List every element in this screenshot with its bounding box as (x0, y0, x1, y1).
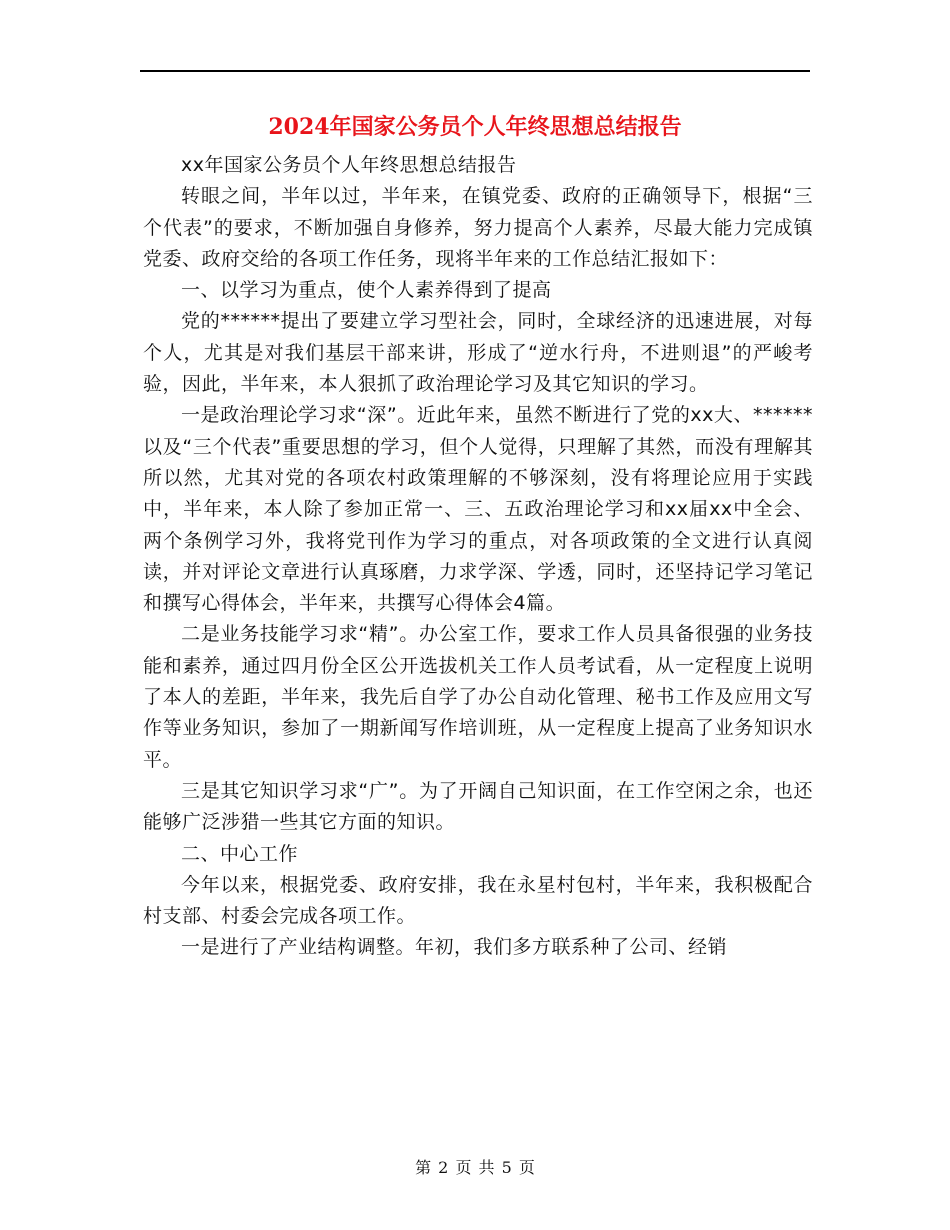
header-rule (140, 70, 810, 72)
paragraph: 三是其它知识学习求“广”。为了开阔自己知识面，在工作空闲之余，也还能够广泛涉猎一些其它方面的知识。 (143, 779, 813, 834)
page-number-footer: 第 2 页 共 5 页 (415, 1158, 535, 1177)
paragraph: 二是业务技能学习求“精”。办公室工作，要求工作人员具备很强的业务技能和素养，通过四月份全区公开选拔机关工作人员考试看，从一定程度上说明了本人的差距，半年来，我先后自学了办公自动化管理、秘书工作及应用文写作等业务知识，参加了一期新闻写作培训班，从一定程度上提高了业务知识水平。 (143, 623, 813, 771)
document-title: 2024年国家公务员个人年终思想总结报告 (268, 114, 682, 140)
document-body (143, 150, 813, 964)
paragraph: 一是进行了产业结构调整。年初，我们多方联系种了公司、经销 (181, 936, 728, 959)
paragraph: 党的******提出了要建立学习型社会，同时，全球经济的迅速进展，对每个人，尤其是对我们基层干部来讲，形成了“逆水行舟，不进则退”的严峻考验，因此，半年来，本人狠抓了政治理论学习及其它知识的学习。 (143, 310, 813, 396)
paragraph: 转眼之间，半年以过，半年来，在镇党委、政府的正确领导下，根据“三个代表”的要求，不断加强自身修养，努力提高个人素养，尽最大能力完成镇党委、政府交给的各项工作任务，现将半年来的工作总结汇报如下： (143, 185, 813, 270)
section-heading: 一、以学习为重点，使个人素养得到了提高 (181, 279, 552, 302)
paragraph: 今年以来，根据党委、政府安排，我在永星村包村，半年来，我积极配合村支部、村委会完成各项工作。 (143, 873, 813, 928)
paragraph: xx年国家公务员个人年终思想总结报告 (181, 154, 517, 176)
section-heading: 二、中心工作 (181, 842, 299, 865)
paragraph: 一是政治理论学习求“深”。近此年来，虽然不断进行了党的xx大、******以及“三个代表”重要思想的学习，但个人觉得，只理解了其然，而没有理解其所以然，尤其对党的各项农村政策理解的不够深刻，没有将理论应用于实践中，半年来，本人除了参加正常一、三、五政治理论学习和xx届xx中全会、两个条例学习外，我将党刊作为学习的重点，对各项政策的全文进行认真阅读，并对评论文章进行认真琢磨，力求学深、学透，同时，还坚持记学习笔记和撰写心得体会，半年来，共撰写心得体会4篇。 (143, 404, 813, 615)
